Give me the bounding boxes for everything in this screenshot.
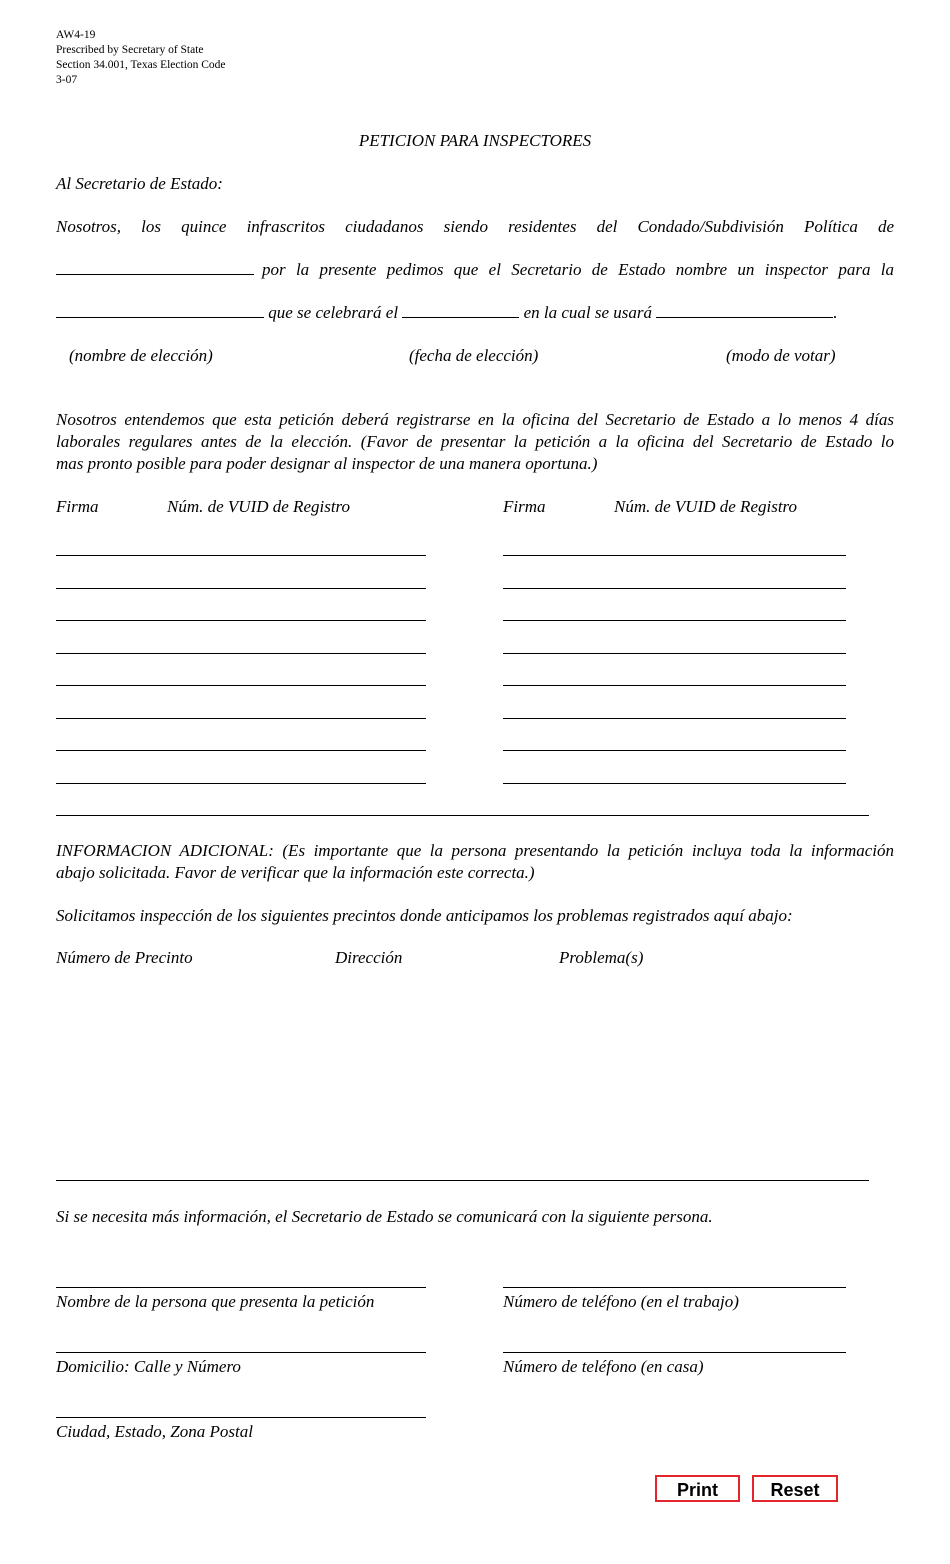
- petition-line-1: Nosotros, los quince infrascritos ciudadanos siendo residentes del Condado/Subdivisión Política de: [56, 217, 894, 236]
- signature-line[interactable]: [56, 718, 426, 719]
- signature-line[interactable]: [503, 685, 846, 686]
- label-election-date: (fecha de elección): [409, 346, 539, 365]
- signature-line[interactable]: [56, 653, 426, 654]
- county-field[interactable]: [56, 260, 254, 275]
- signature-header-right: Firma: [503, 497, 546, 516]
- salutation: Al Secretario de Estado:: [56, 174, 223, 193]
- page-title: PETICION PARA INSPECTORES: [358, 131, 592, 150]
- signature-line[interactable]: [56, 555, 426, 556]
- vuid-header-right: Núm. de VUID de Registro: [614, 497, 798, 516]
- home-phone-field-line[interactable]: [503, 1352, 846, 1353]
- name-field-line[interactable]: [56, 1287, 426, 1288]
- label-election-name: (nombre de elección): [69, 346, 213, 365]
- petition-line-2-text: por la presente pedimos que el Secretario de Estado nombre un inspector para la: [262, 260, 894, 279]
- will-use-text: en la cual se usará: [523, 303, 653, 322]
- signature-line[interactable]: [503, 718, 846, 719]
- address-header: Dirección: [335, 948, 403, 967]
- code-section: Section 34.001, Texas Election Code: [56, 59, 226, 71]
- precinct-header: Número de Precinto: [56, 948, 193, 967]
- form-header: [56, 28, 226, 88]
- signature-line[interactable]: [503, 653, 846, 654]
- work-phone-field-line[interactable]: [503, 1287, 846, 1288]
- signature-line[interactable]: [56, 783, 426, 784]
- inspection-request: Solicitamos inspección de los siguientes precintos donde anticipamos los problemas registrados aquí abajo:: [56, 906, 793, 925]
- signature-header-left: Firma: [56, 497, 99, 516]
- precinct-entry-area[interactable]: [56, 975, 869, 1175]
- label-voting-mode: (modo de votar): [726, 346, 836, 365]
- name-label: Nombre de la persona que presenta la petición: [56, 1292, 375, 1311]
- problems-header: Problema(s): [559, 948, 644, 967]
- voting-mode-field[interactable]: [656, 303, 833, 318]
- notice-line-1: Nosotros entendemos que esta petición deberá registrarse en la oficina del Secretario de Estado a lo menos 4 días: [56, 410, 894, 429]
- city-state-zip-label: Ciudad, Estado, Zona Postal: [56, 1422, 253, 1441]
- reset-button[interactable]: Reset: [752, 1475, 838, 1502]
- section-divider: [56, 815, 869, 816]
- signature-line[interactable]: [56, 588, 426, 589]
- notice-line-3: mas pronto posible para poder designar al inspector de una manera oportuna.): [56, 454, 598, 473]
- signature-line[interactable]: [56, 685, 426, 686]
- prescribed-by: Prescribed by Secretary of State: [56, 44, 204, 56]
- form-id: AW4-19: [56, 29, 96, 41]
- contact-intro: Si se necesita más información, el Secretario de Estado se comunicará con la siguiente persona.: [56, 1207, 713, 1226]
- print-button[interactable]: Print: [655, 1475, 740, 1502]
- signature-line[interactable]: [503, 750, 846, 751]
- signature-line[interactable]: [503, 783, 846, 784]
- additional-info-line-2: abajo solicitada. Favor de verificar que la información este correcta.): [56, 863, 535, 882]
- city-field-line[interactable]: [56, 1417, 426, 1418]
- home-phone-label: Número de teléfono (en casa): [503, 1357, 704, 1376]
- additional-info-line-1: INFORMACION ADICIONAL: (Es importante que la persona presentando la petición incluya toda la información: [56, 841, 894, 860]
- form-revision: 3-07: [56, 74, 78, 86]
- signature-line[interactable]: [503, 588, 846, 589]
- notice-line-2: laborales regulares antes de la elección. (Favor de presentar la petición a la oficina del Secretario de Estado lo: [56, 432, 894, 451]
- signature-line[interactable]: [56, 750, 426, 751]
- signature-line[interactable]: [503, 555, 846, 556]
- petition-line-3: [56, 303, 838, 323]
- signature-line[interactable]: [503, 620, 846, 621]
- work-phone-label: Número de teléfono (en el trabajo): [503, 1292, 739, 1311]
- election-name-field[interactable]: [56, 303, 264, 318]
- section-divider: [56, 1180, 869, 1181]
- address-field-line[interactable]: [56, 1352, 426, 1353]
- period: .: [833, 303, 838, 322]
- vuid-header-left: Núm. de VUID de Registro: [167, 497, 351, 516]
- street-address-label: Domicilio: Calle y Número: [56, 1357, 241, 1376]
- signature-line[interactable]: [56, 620, 426, 621]
- held-on-text: que se celebrará el: [268, 303, 399, 322]
- election-date-field[interactable]: [402, 303, 519, 318]
- petition-line-2: [56, 260, 894, 280]
